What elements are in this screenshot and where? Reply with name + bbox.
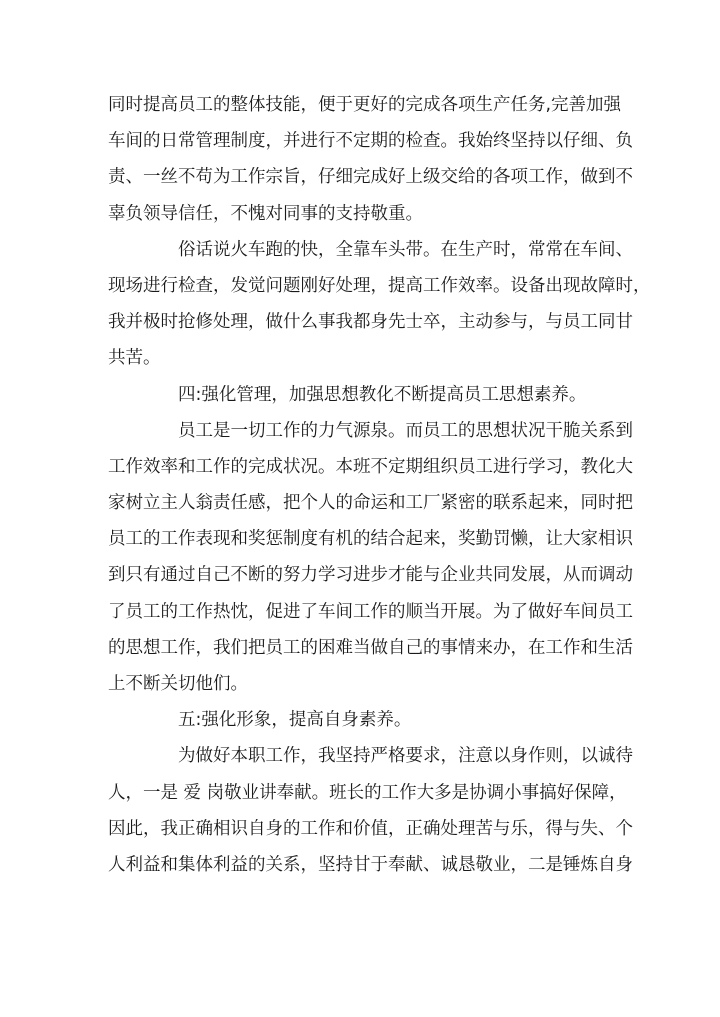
text-line: 辜负领导信任，不愧对同事的支持敬重。 [108, 203, 423, 224]
section-heading [108, 702, 608, 738]
text-line: 了员工的工作热忱，促进了车间工作的顺当开展。为了做好车间员工 [108, 601, 633, 622]
text-line: 俗话说火车跑的快，全靠车头带。在生产时，常常在车间、 [178, 239, 633, 260]
text-line: 我并极时抢修处理，做什么事我都身先士卒，主动参与，与员工同甘 [108, 312, 633, 333]
text-line: 四:强化管理，加强思想教化不断提高员工思想素养。 [178, 384, 587, 405]
text-line: 员工的工作表现和奖惩制度有机的结合起来，奖勤罚懒，让大家相识 [108, 529, 633, 550]
section-heading [108, 377, 608, 413]
text-line: 车间的日常管理制度，并进行不定期的检查。我始终坚持以仔细、负 [108, 131, 633, 152]
text-line: 的思想工作，我们把员工的困难当做自己的事情来办，在工作和生活 [108, 637, 633, 658]
paragraph [108, 413, 633, 703]
text-line: 员工是一切工作的力气源泉。而员工的思想状况干脆关系到 [178, 420, 633, 441]
text-line: 共苦。 [108, 348, 161, 369]
text-line: 现场进行检查，发觉问题刚好处理，提高工作效率。设备出现故障时， [108, 275, 651, 296]
document-body [108, 87, 651, 883]
text-line: 同时提高员工的整体技能，便于更好的完成各项生产任务,完善加强 [108, 95, 622, 115]
text-line: 因此，我正确相识自身的工作和价值，正确处理苦与乐，得与失、个 [108, 818, 633, 839]
paragraph [108, 232, 651, 377]
text-line: 为做好本职工作，我坚持严格要求，注意以身作则，以诚待 [178, 746, 633, 767]
text-line: 上不断关切他们。 [108, 674, 248, 694]
text-line: 工作效率和工作的完成状况。本班不定期组织员工进行学习，教化大 [108, 456, 633, 477]
text-line: 人，一是 爱 岗敬业讲奉献。班长的工作大多是协调小事搞好保障， [108, 782, 627, 803]
paragraph [108, 87, 633, 232]
text-line: 人利益和集体利益的关系，坚持甘于奉献、诚恳敬业，二是锤炼自身 [108, 854, 633, 875]
text-line: 责、一丝不苟为工作宗旨，仔细完成好上级交给的各项工作，做到不 [108, 167, 633, 188]
paragraph [108, 738, 633, 883]
text-line: 到只有通过自己不断的努力学习进步才能与企业共同发展，从而调动 [108, 565, 633, 586]
text-line: 五:强化形象，提高自身素养。 [178, 710, 412, 731]
text-line: 家树立主人翁责任感，把个人的命运和工厂紧密的联系起来，同时把 [108, 493, 633, 514]
